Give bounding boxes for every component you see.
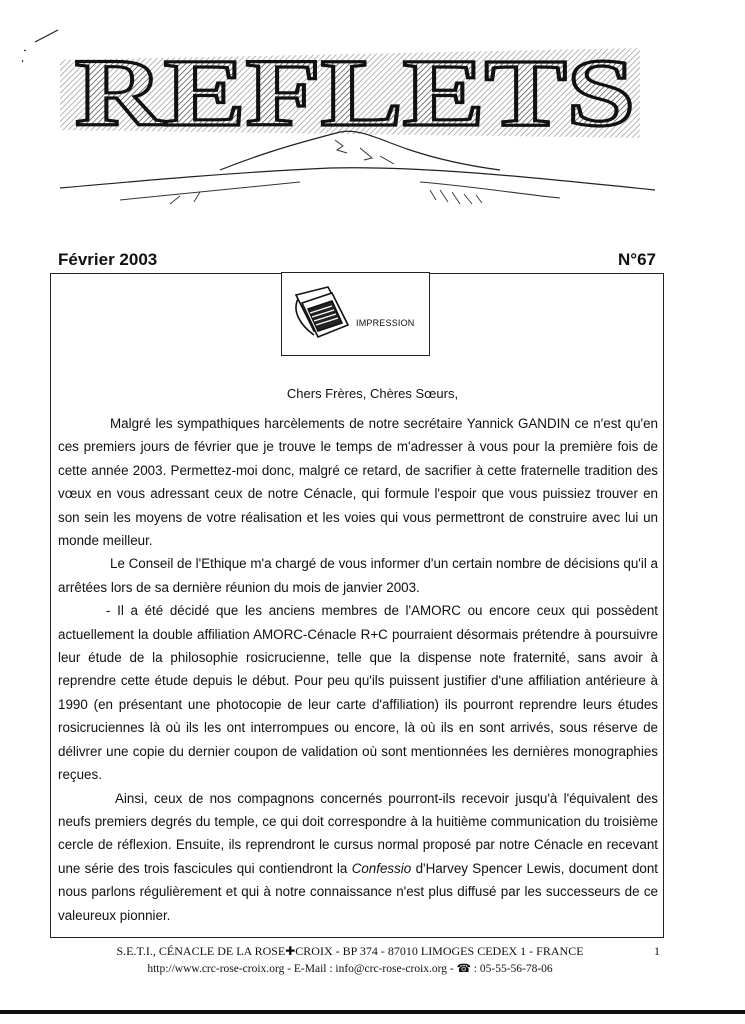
masthead-title: REFLETS [75, 39, 635, 146]
footer-address: S.E.T.I., CÉNACLE DE LA ROSE✚CROIX - BP 374 - 87010 LIMOGES CEDEX 1 - FRANCE [116, 944, 584, 958]
masthead [0, 0, 745, 250]
impression-label: IMPRESSION [356, 318, 415, 328]
masthead-art [0, 0, 745, 250]
footer-contact: http://www.crc-rose-croix.org - E-Mail : info@crc-rose-croix.org - ☎ : 05-55-56-78-06 [147, 963, 553, 975]
paragraph [58, 787, 658, 927]
issue-number: N°67 [618, 250, 656, 269]
bottom-rule [0, 1010, 745, 1014]
salutation: Chers Frères, Chères Sœurs, [286, 386, 459, 401]
newspaper-icon [288, 281, 358, 347]
impression-box [281, 272, 430, 356]
horizon-line [60, 168, 655, 190]
letter-body [58, 412, 658, 927]
paragraph-text: Ainsi, ceux de nos compagnons concernés pourront-ils recevoir jusqu'à l'équivalent des neufs premiers degrés du temple, ce qui doit correspondre à la huitième communication du troisième cercle de réflexion. Ensuite, ils reprendront le cursus normal proposé par notre Cénacle en recevant une série des trois fascicules qui contiendront la [58, 790, 658, 876]
paragraph: - Il a été décidé que les anciens membres de l'AMORC ou encore ceux qui possèdent actuellement la double affiliation AMORC-Cénacle R+C pourraient désormais prétendre à poursuivre leur étude de la philosophie rosicrucienne, telle que la dispense note fraternité, sans avoir à reprendre cette étude depuis le début. Pour peu qu'ils puissent justifier d'une affiliation antérieure à 1990 (en présentant une photocopie de leur carte d'affiliation) ils pourront reprendre leurs études rosicruciennes là où ils les ont interrompues ou encore, là où ils en sont arrivés, sous réserve de délivrer une copie du dernier coupon de validation où sont mentionnées les dernières monographies reçues. [58, 603, 658, 783]
book-title: Confessio [351, 860, 412, 876]
issue-header [58, 250, 656, 270]
page-number: 1 [654, 944, 660, 958]
issue-date: Février 2003 [58, 250, 158, 269]
paragraph-text: d'Harvey Spencer Lewis, document dont nous parlons régulièrement et qui à notre connaissance n'est plus diffusé par les successeurs de ce valeureux pionnier. [58, 860, 658, 923]
paragraph: Le Conseil de l'Ethique m'a chargé de vous informer d'un certain nombre de décisions qu'il a arrêtées lors de sa dernière réunion du mois de janvier 2003. [58, 556, 658, 595]
paragraph: Malgré les sympathiques harcèlements de notre secrétaire Yannick GANDIN ce n'est qu'en ces premiers jours de février que je trouve le temps de m'adresser à vous pour la première fois de cette année 2003. Permettez-moi donc, malgré ce retard, de sacrifier à cette fraternelle tradition des vœux en vous adressant ceux de notre Cénacle, qui formule l'espoir que vous puissiez trouver en son sein les moyens de votre réalisation et les voies qui vous permettront de construire avec lui un monde meilleur. [58, 416, 658, 549]
